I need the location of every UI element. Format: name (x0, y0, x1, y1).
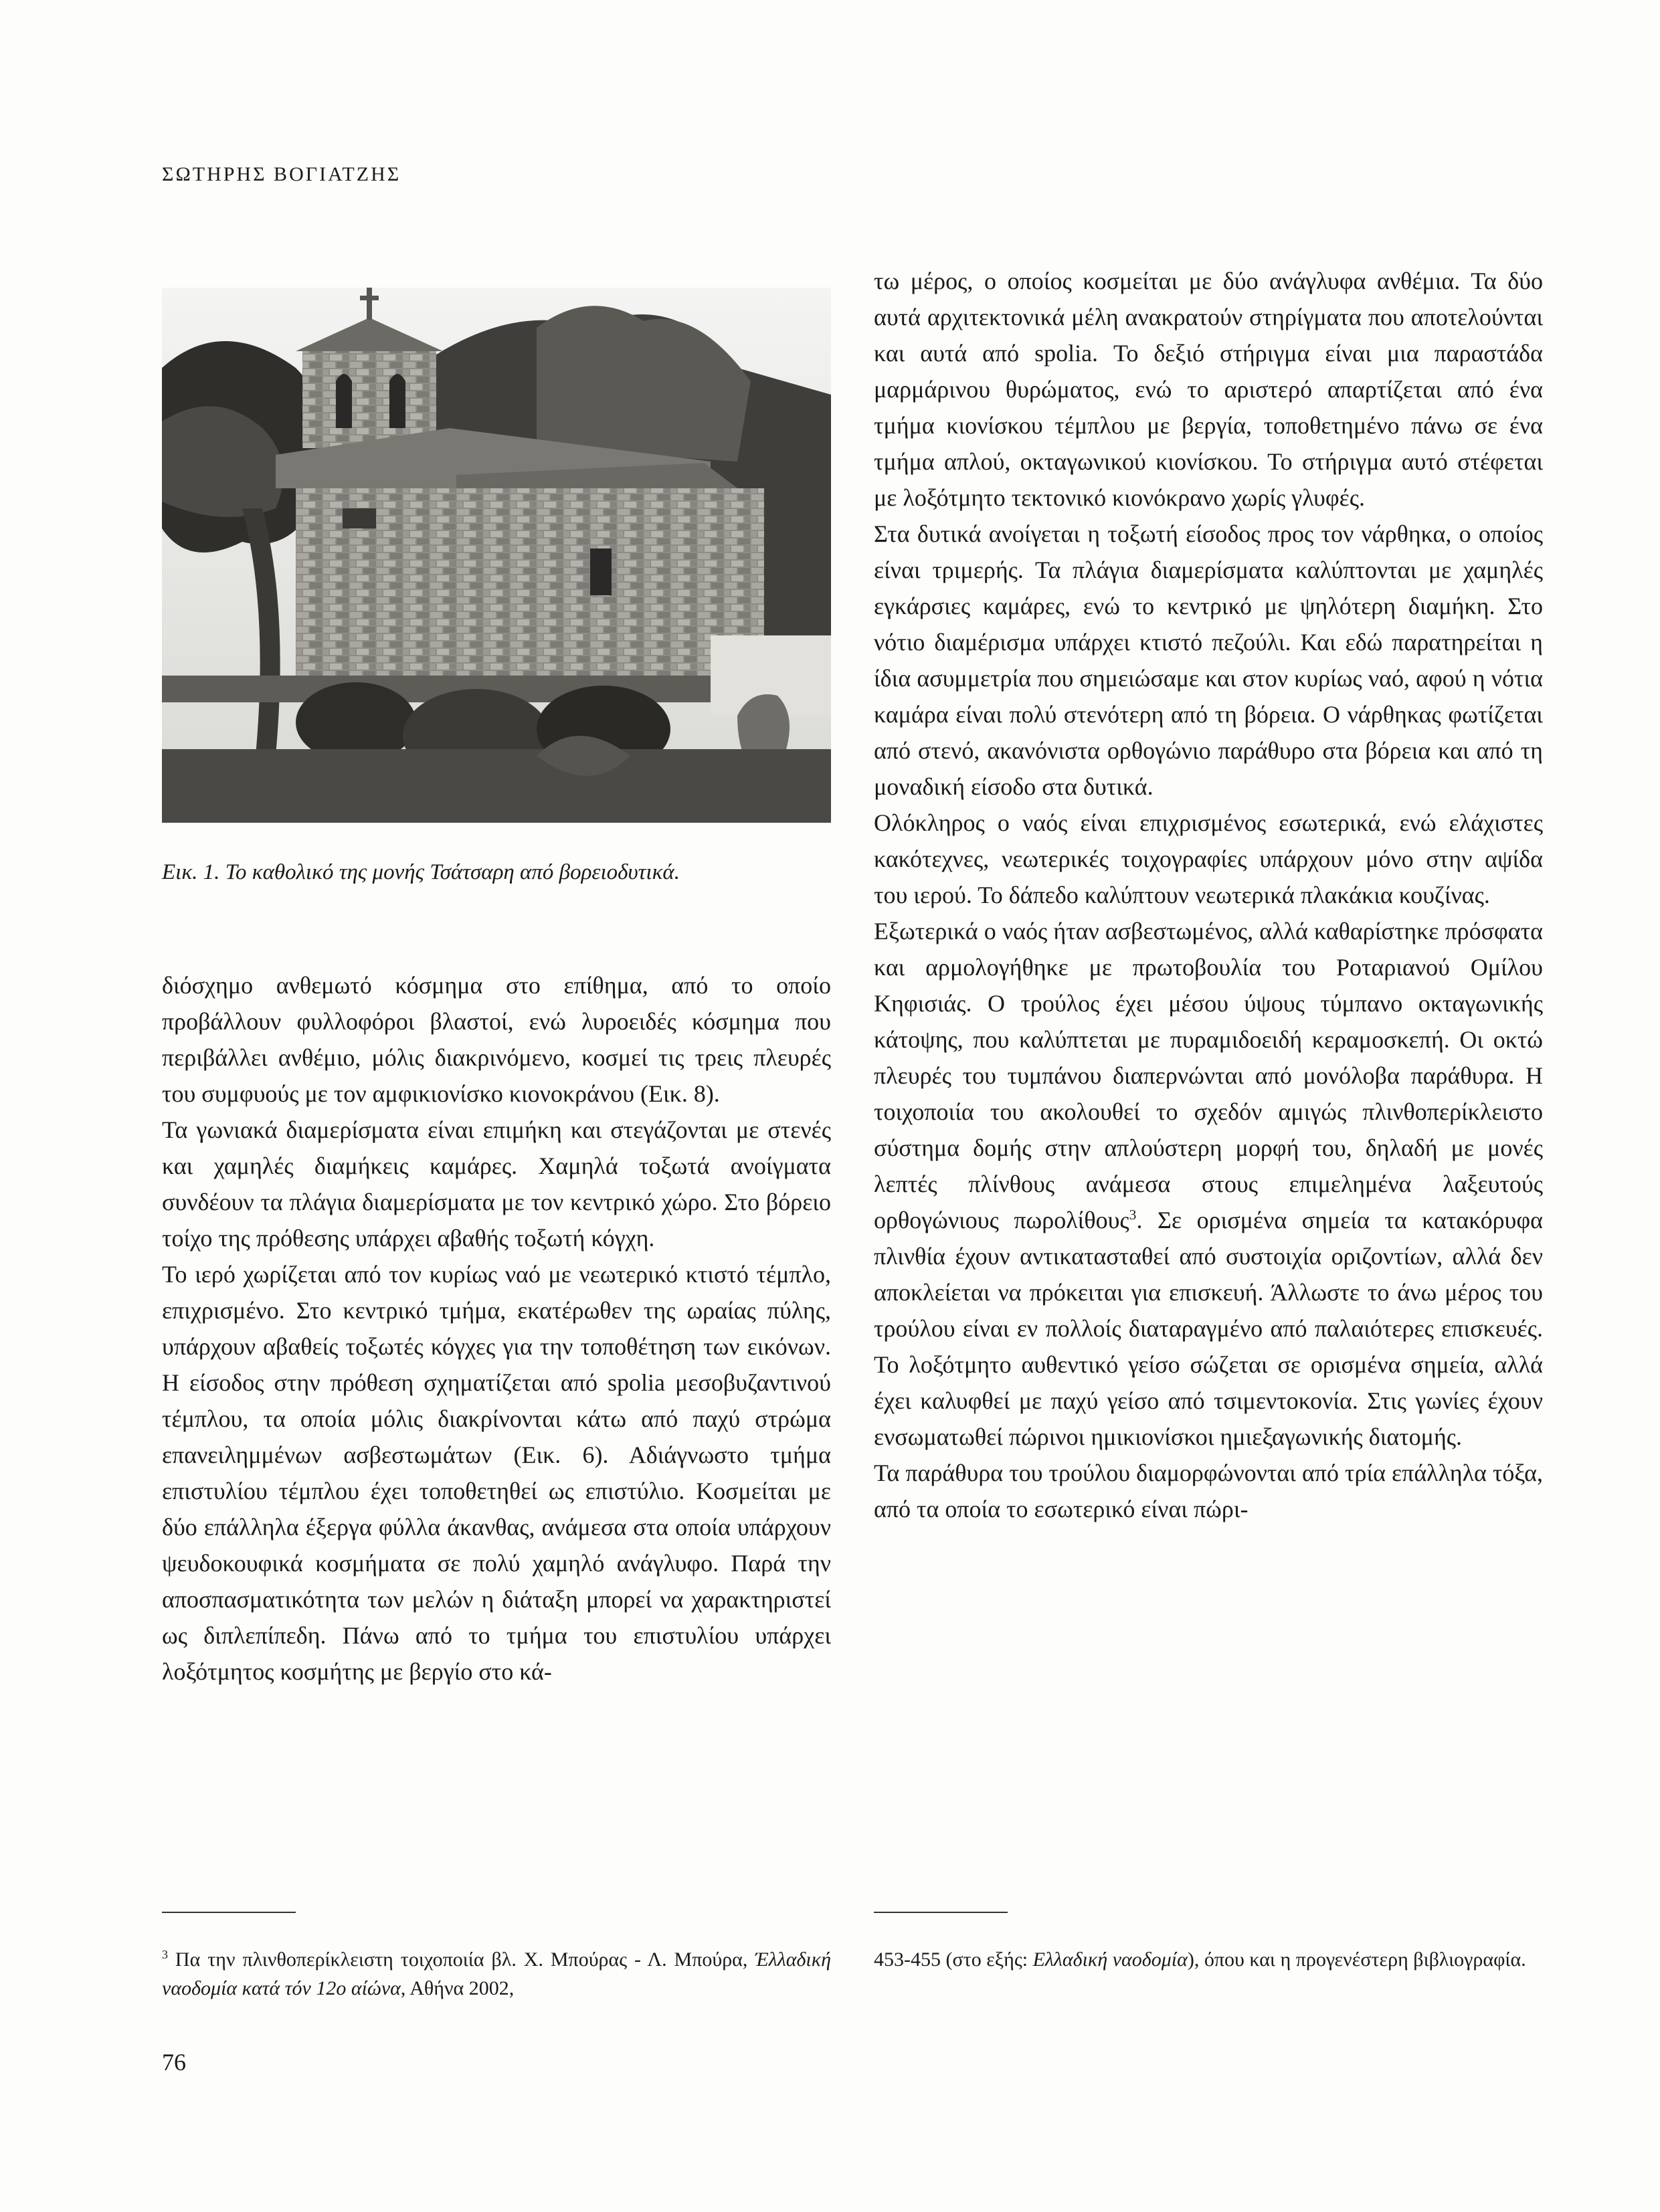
footnote-title: Έλλαδική ναοδομία κατά τόν 12ο αίώνα (162, 1948, 831, 1999)
body-paragraph: Το ιερό χωρίζεται από τον κυρίως ναό με νεωτερικό κτιστό τέμπλο, επιχρισμένο. Στο κεντρικό τμήμα, εκατέρωθεν της ωραίας πύλης, υπάρχουν αβαθείς τοξωτές κόγχες για την τοποθέτηση των εικόνων. Η είσοδος στην πρόθεση σχηματίζεται από spolia μεσοβυζαντινού τέμπλου, τα οποία μόλις διακρίνονται κάτω από παχύ στρώμα επανειλημμένων ασβεστωμάτων (Εικ. 6). Αδιάγνωστο τμήμα επιστυλίου τέμπλου έχει τοποθετηθεί ως επιστύλιο. Κοσμείται με δύο επάλληλα έξεργα φύλλα άκανθας, ανάμεσα στα οποία υπάρχουν ψευδοκουφικά κοσμήματα σε πολύ χαμηλό ανάγλυφο. Παρά την αποσπασματικότητα των μελών η διάταξη μπορεί να χαρακτηριστεί ως διπλεπίπεδη. Πάνω από το τμήμα του επιστυλίου υπάρχει λοξότμητος κοσμήτης με βεργίο στο κά- (162, 1261, 831, 1685)
left-text-column (162, 967, 831, 1690)
footnote-right (874, 1945, 1543, 1974)
body-paragraph: διόσχημο ανθεμωτό κόσμημα στο επίθημα, από το οποίο προβάλλουν φυλλοφόροι βλαστοί, ενώ λυροειδές κόσμημα που περιβάλλει ανθέμιο, μόλις διακρινόμενο, κοσμεί τις τρεις πλευρές του συμφυούς με τον αμφικιονίσκο κιονοκράνου (Εικ. 8). (162, 972, 831, 1107)
church-photo-illustration (162, 288, 831, 823)
footnote-divider (874, 1912, 1008, 1913)
church-photograph (162, 288, 831, 823)
running-head: ΣΩΤΗΡΗΣ ΒΟΓΙΑΤΖΗΣ (162, 163, 401, 185)
body-paragraph: Στα δυτικά ανοίγεται η τοξωτή είσοδος προς τον νάρθηκα, ο οποίος είναι τριμερής. Τα πλάγια διαμερίσματα καλύπτονται με χαμηλές εγκάρσιες καμάρες, ενώ το κεντρικό με ψηλότερη διαμήκη. Στο νότιο διαμέρισμα υπάρχει κτιστό πεζούλι. Και εδώ παρατηρείται η ίδια ασυμμετρία που σημειώσαμε και στον κυρίως ναό, αφού η νότια καμάρα είναι πολύ στενότερη από τη βόρεια. Ο νάρθηκας φωτίζεται από στενό, ακανόνιστα ορθογώνιο παράθυρο στα βόρεια και από τη μοναδική είσοδο στα δυτικά. (874, 520, 1543, 800)
body-paragraph: Ολόκληρος ο ναός είναι επιχρισμένος εσωτερικά, ενώ ελάχιστες κακότεχνες, νεωτερικές τοιχογραφίες υπάρχουν μόνο στην αψίδα του ιερού. Το δάπεδο καλύπτουν νεωτερικά πλακάκια κουζίνας. (874, 809, 1543, 908)
footnote-text: , Αθήνα 2002, (400, 1977, 515, 1999)
footnote-reference[interactable]: 3 (1129, 1207, 1137, 1223)
page-number: 76 (162, 2049, 186, 2076)
footnote-text: Πα την πλινθοπερίκλειστη τοιχοποιία βλ. Χ. Μπούρας - Λ. Μπούρα, (168, 1948, 755, 1971)
footnote-text: 453-455 (στο εξής: (874, 1948, 1033, 1971)
footnote-divider (162, 1912, 296, 1913)
body-paragraph: τω μέρος, ο οποίος κοσμείται με δύο ανάγλυφα ανθέμια. Τα δύο αυτά αρχιτεκτονικά μέλη ανακρατούν στηρίγματα που αποτελούνται και αυτά από spolia. Το δεξιό στήριγμα είναι μια παραστάδα μαρμάρινου θυρώματος, ενώ το αριστερό απαρτίζεται από ένα τμήμα κιονίσκου τέμπλου με βεργία, τοποθετημένο πάνω σε ένα τμήμα απλού, οκταγωνικού κιονίσκου. Το στήριγμα αυτό στέφεται με λοξότμητο τεκτονικό κιονόκρανο χωρίς γλυφές. (874, 268, 1543, 511)
footnote-text: ), όπου και η προγενέστερη βιβλιογραφία. (1187, 1948, 1526, 1971)
body-text: Εξωτερικά ο ναός ήταν ασβεστωμένος, αλλά καθαρίστηκε πρόσφατα και αρμολογήθηκε με πρωτοβουλία του Ροταριανού Ομίλου Κηφισιάς. Ο τρούλος έχει μέσου ύψους τύμπανο οκταγωνικής κάτοψης, που καλύπτεται με πυραμιδοειδή κεραμοσκεπή. Οι οκτώ πλευρές του τυμπάνου διαπερνώνται από μονόλοβα παράθυρα. Η τοιχοποιία του ακολουθεί το σχεδόν αμιγώς πλινθοπερίκλειστο σύστημα δομής στην απλούστερη μορφή του, δηλαδή με μονές λεπτές πλίνθους ανάμεσα στους επιμελημένα λαξευτούς ορθογώνιους πωρολίθους (874, 918, 1543, 1233)
footnote-title: Ελλαδική ναοδομία (1032, 1948, 1188, 1971)
body-paragraph: Εξωτερικά ο ναός ήταν ασβεστωμένος, αλλά καθαρίστηκε πρόσφατα και αρμολογήθηκε με πρωτοβουλία του Ροταριανού Ομίλου Κηφισιάς. Ο τρούλος έχει μέσου ύψους τύμπανο οκταγωνικής κάτοψης, που καλύπτεται με πυραμιδοειδή κεραμοσκεπή. Οι οκτώ πλευρές του τυμπάνου διαπερνώνται από μονόλοβα παράθυρα. Η τοιχοποιία του ακολουθεί το σχεδόν αμιγώς πλινθοπερίκλειστο σύστημα δομής στην απλούστερη μορφή του, δηλαδή με μονές λεπτές πλίνθους ανάμεσα στους επιμελημένα λαξευτούς ορθογώνιους πωρολίθους$^3$. Σε ορισμένα σημεία τα κατακόρυφα πλινθία έχουν αντικατασταθεί από συστοιχία οριζοντίων, αλλά δεν αποκλείεται να πρόκειται για επισκευή. Άλλωστε το άνω μέρος του τρούλου είναι εν πολλοίς διαταραγμένο από παλαιότερες επισκευές. Το λοξότμητο αυθεντικό γείσο σώζεται σε ορισμένα σημεία, αλλά έχει καλυφθεί με παχύ γείσο από τσιμεντοκονία. Στις γωνίες έχουν ενσωματωθεί πώρινοι ημικιονίσκοι ημιεξαγωνικής διατομής. (874, 918, 1544, 1450)
figure-caption: Εικ. 1. Το καθολικό της μονής Τσάτσαρη από βορειοδυτικά. (162, 860, 680, 884)
body-text: Σε ορισμένα σημεία τα κατακόρυφα πλινθία έχουν αντικατασταθεί από συστοιχία οριζοντίων, αλλά δεν αποκλείεται να πρόκειται για επισκευή. Άλλωστε το άνω μέρος του τρούλου είναι εν πολλοίς διαταραγμένο από παλαιότερες επισκευές. Το λοξότμητο αυθεντικό γείσο σώζεται σε ορισμένα σημεία, αλλά έχει καλυφθεί με παχύ γείσο από τσιμεντοκονία. Στις γωνίες έχουν ενσωματωθεί πώρινοι ημικιονίσκοι ημιεξαγωνικής διατομής. (874, 1207, 1544, 1450)
footnote-left (162, 1945, 831, 2003)
body-paragraph: Τα γωνιακά διαμερίσματα είναι επιμήκη και στεγάζονται με στενές και χαμηλές διαμήκεις καμάρες. Χαμηλά τοξωτά ανοίγματα συνδέουν τα πλάγια διαμερίσματα με τον κεντρικό χώρο. Στο βόρειο τοίχο της πρόθεσης υπάρχει αβαθής τοξωτή κόγχη. (162, 1116, 831, 1251)
right-text-column (874, 263, 1543, 1527)
body-paragraph: Τα παράθυρα του τρούλου διαμορφώνονται από τρία επάλληλα τόξα, από τα οποία το εσωτερικό είναι πώρι- (874, 1460, 1543, 1522)
footnote-number: 3 (162, 1948, 168, 1961)
